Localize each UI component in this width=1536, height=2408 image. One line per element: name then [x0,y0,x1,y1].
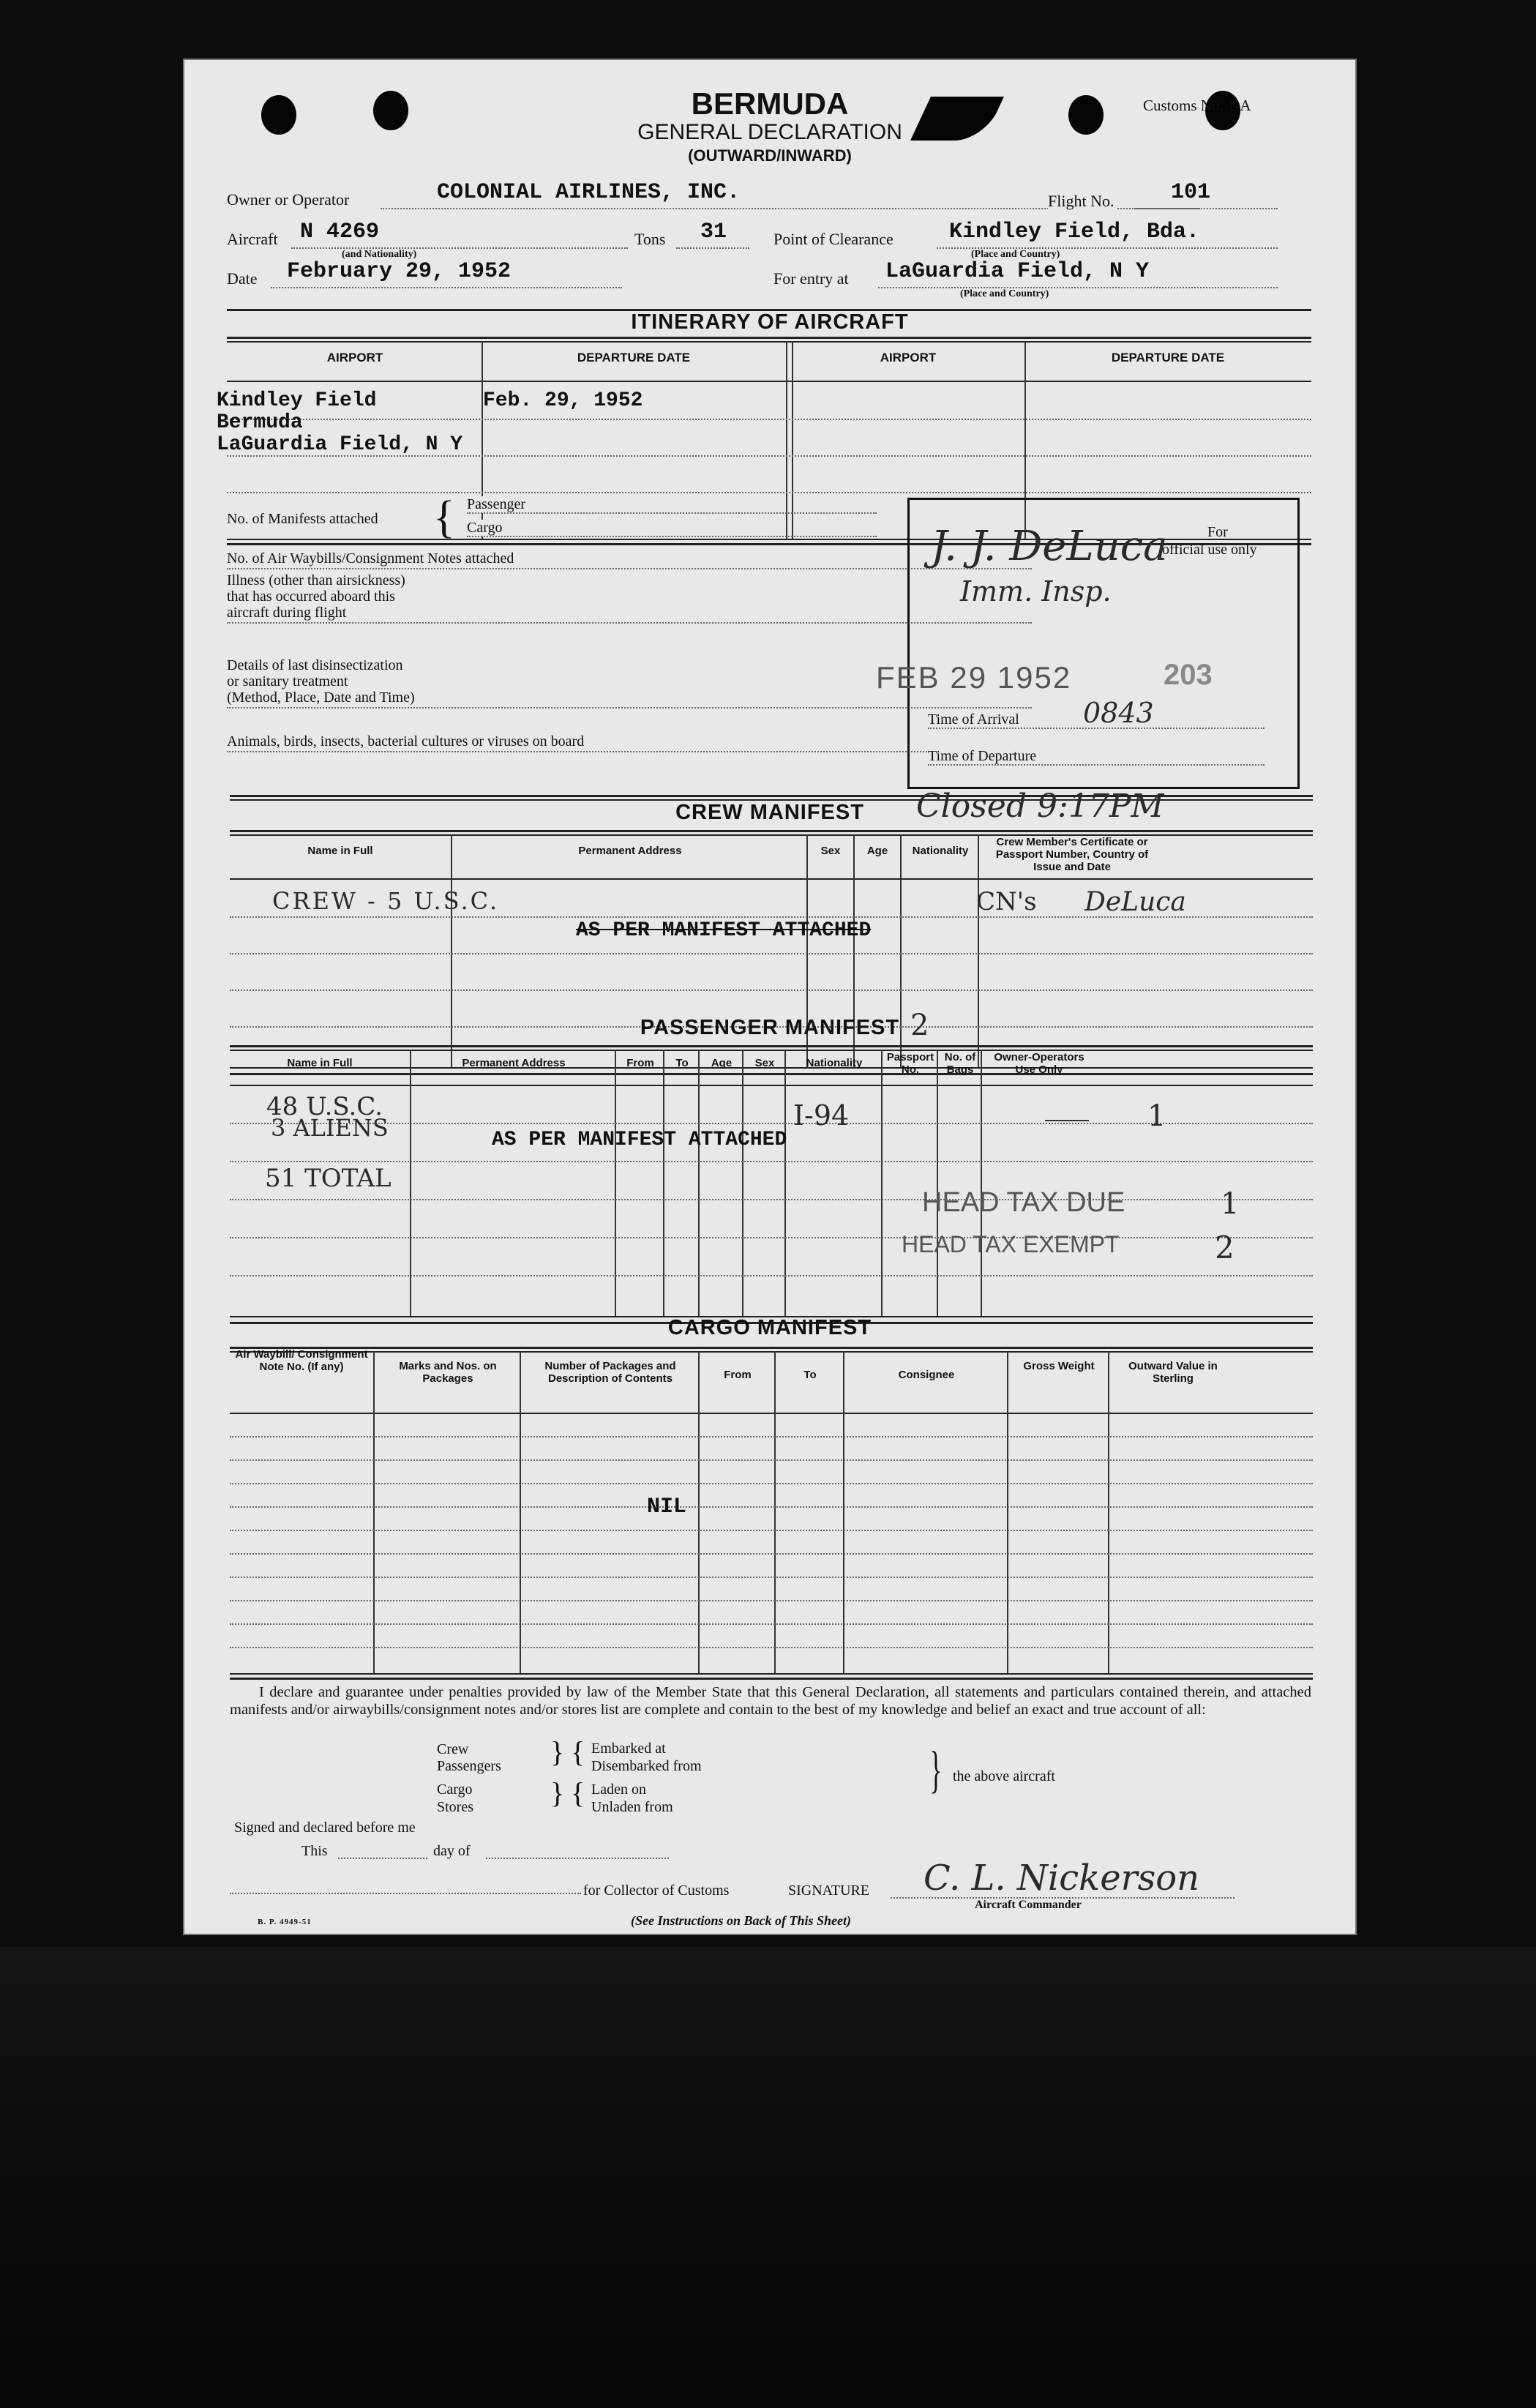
passenger-entry-line-1: 48 U.S.C. [266,1092,383,1121]
flight-label: Flight No. [1048,192,1117,211]
declaration-right-text: the above aircraft [953,1768,1055,1784]
entry-note: (Place and Country) [960,288,1049,299]
declaration-item-cargo: Cargo [437,1781,473,1798]
passenger-header-address: Permanent Address [462,1057,566,1069]
head-tax-due-count: 1 [1221,1187,1240,1221]
passenger-header-from: From [626,1057,654,1069]
declaration-brace: } [550,1735,565,1768]
rule [230,1678,1313,1680]
flight-value: 101 [1171,180,1211,205]
tons-label: Tons [634,230,666,248]
inspector-title: Imm. Insp. [960,575,1112,607]
col-divider [1108,1351,1109,1673]
date-value: February 29, 1952 [287,259,512,284]
owner-label: Owner or Operator [227,190,350,209]
cargo-count-label: Cargo [467,520,503,536]
entry-line [878,287,1278,288]
form-number: Customs No. 1-A [1143,97,1251,114]
this-label: This [301,1843,328,1859]
col-divider [698,1351,700,1673]
row-line [230,1483,1313,1484]
rule [230,1347,1313,1349]
crew-entry-sign: DeLuca [1084,887,1186,917]
crew-entry-mark: CN's [976,887,1037,916]
tons-line [676,247,749,249]
manifests-brace: { [433,493,455,542]
row-line [230,953,1313,954]
itinerary-airport-3: LaGuardia Field, N Y [217,433,463,456]
itinerary-airport-1: Kindley Field [217,389,377,412]
crew-entry-name: CREW - 5 U.S.C. [272,887,500,915]
rule [230,830,1313,832]
manifests-label: No. of Manifests attached [227,511,378,527]
cargo-entry: NIL [647,1495,687,1519]
cargo-header-contents: Number of Packages and Description of Contents [544,1360,676,1385]
crew-header-name: Name in Full [307,845,373,857]
itinerary-airport-2: Bermuda [217,411,303,434]
row-line [230,1577,1313,1578]
aircraft-label: Aircraft [227,230,278,248]
crew-header-sex: Sex [820,845,841,857]
clearance-label: Point of Clearance [773,230,893,248]
departure-line [928,764,1265,766]
print-code: B. P. 4949-51 [258,1918,312,1926]
declaration-item-crew: Crew [437,1741,469,1757]
day-line [486,1858,669,1859]
declaration-brace: { [571,1776,585,1809]
rule [230,1673,1313,1675]
collector-label: for Collector of Customs [583,1882,730,1899]
head-tax-exempt-stamp: HEAD TAX EXEMPT [902,1231,1120,1257]
disinsect-label-1: Details of last disinsectization [227,657,403,673]
form-title: BERMUDA [691,86,849,121]
clearance-value: Kindley Field, Bda. [949,220,1200,244]
illness-label-1: Illness (other than airsickness) [227,572,405,588]
entry-label: For entry at [773,269,849,288]
passenger-count-label: Passenger [467,496,525,512]
row-line [230,1506,1313,1508]
passenger-header-name: Name in Full [287,1057,353,1069]
crew-header-nationality: Nationality [912,845,969,857]
rule [230,1351,1313,1353]
declaration-item-stores: Stores [437,1799,473,1815]
declaration-item-unladen: Unladen from [591,1799,673,1815]
itinerary-header-date: DEPARTURE DATE [577,351,691,364]
itinerary-date-1: Feb. 29, 1952 [483,389,643,412]
official-label-2: official use only [1162,542,1257,558]
passenger-entry-line-2: 3 ALIENS [271,1114,389,1142]
row-line [230,1459,1313,1461]
cargo-header-to: To [803,1369,817,1381]
official-label-1: For [1207,524,1228,540]
cargo-header-consignee: Consignee [898,1369,955,1381]
passenger-entry-form: I-94 [793,1099,850,1132]
aircraft-note: (and Nationality) [342,249,417,260]
head-tax-exempt-count: 2 [1215,1230,1235,1265]
row-line [230,1600,1313,1601]
row-line [230,1199,1313,1200]
form-subtitle: GENERAL DECLARATION [637,120,902,144]
crew-title: CREW MANIFEST [675,801,864,824]
animals-label: Animals, birds, insects, bacterial cultures or viruses on board [227,733,585,749]
rule [227,341,1311,343]
passenger-header-sex: Sex [754,1057,775,1069]
rule [230,1050,1313,1051]
declaration-brace: { [571,1735,585,1768]
itinerary-header-airport-2: AIRPORT [880,351,937,364]
col-divider [786,341,787,539]
passenger-circle-mark: 2 [910,1009,929,1042]
row-line [227,419,1311,420]
head-tax-due-stamp: HEAD TAX DUE [922,1187,1125,1218]
declaration-brace: } [550,1776,565,1809]
col-divider [792,341,793,539]
rule [230,1413,1313,1414]
rule [230,1085,1313,1086]
date-label: Date [227,269,258,288]
cargo-title: CARGO MANIFEST [667,1316,872,1339]
entry-value: LaGuardia Field, N Y [885,259,1150,284]
declaration-item-embarked: Embarked at [591,1740,666,1757]
illness-label-3: aircraft during flight [227,605,347,621]
rule [230,878,1313,880]
col-divider [1007,1351,1008,1673]
row-line [230,1436,1313,1437]
crew-closed-note: Closed 9:17PM [916,788,1164,825]
itinerary-header-airport: AIRPORT [326,351,383,364]
scan-background [0,1947,1536,2408]
row-line [230,1161,1313,1162]
clearance-note: (Place and Country) [971,249,1060,260]
row-line [227,492,1311,493]
passenger-header-bags: No. of Bags [944,1051,976,1076]
instructions-note: (See Instructions on Back of This Sheet) [631,1913,852,1928]
passenger-header-nationality: Nationality [806,1057,863,1069]
col-divider [520,1351,521,1673]
declaration-brace: } [929,1742,943,1798]
collector-line [230,1893,581,1894]
arrival-label: Time of Arrival [928,711,1019,728]
rule [227,381,1311,382]
date-line [271,287,622,288]
this-line [338,1858,427,1859]
cargo-header-marks: Marks and Nos. on Packages [399,1360,497,1385]
row-line [230,1553,1313,1555]
arrival-time: 0843 [1083,697,1154,729]
tons-value: 31 [700,220,727,244]
col-divider [843,1351,844,1673]
rule [230,1045,1313,1047]
passenger-count-line [467,512,877,514]
itinerary-title: ITINERARY OF AIRCRAFT [631,310,909,334]
declaration-item-laden: Laden on [591,1781,646,1798]
flight-line [1134,208,1278,209]
cargo-header-waybill: Air Waybill/ Consignment Note No. (If any) [235,1348,368,1373]
passenger-header-owner: Owner-Operators Use Only [994,1051,1084,1076]
row-line [230,1275,1313,1276]
cargo-header-from: From [724,1369,752,1381]
passenger-header-age: Age [711,1057,733,1069]
commander-label: Aircraft Commander [975,1899,1082,1911]
rule [230,1073,1313,1075]
row-line [230,1647,1313,1648]
passenger-header-passport: Passport No. [886,1051,934,1076]
col-divider [373,1351,375,1673]
passenger-entry-address: AS PER MANIFEST ATTACHED [492,1129,787,1151]
row-line [230,1623,1313,1625]
row-line [230,1237,1313,1238]
signature-label: SIGNATURE [788,1882,870,1899]
passenger-entry-dash [1045,1120,1089,1121]
passenger-entry-count: 1 [1147,1099,1166,1133]
inspector-signature: J. J. DeLuca [931,523,1168,570]
itinerary-header-date-2: DEPARTURE DATE [1111,351,1225,364]
row-line [230,990,1313,991]
crew-header-certificate: Crew Member's Certificate or Passport Number, Country of Issue and Date [995,836,1149,873]
declaration-text: I declare and guarantee under penalties provided by law of the Member State that this General Declaration, all statements and particulars contained therein, and attached manifests and/or airwaybills/consignment notes and/or stores list are complete and contain to the best of my knowledge and belief an exact and true account of all: [230,1684,1311,1718]
cargo-header-value: Outward Value in Sterling [1128,1360,1218,1385]
owner-value: COLONIAL AIRLINES, INC. [437,180,741,205]
declaration-form [184,60,1355,1934]
passenger-title: PASSENGER MANIFEST [640,1016,900,1039]
rule [227,337,1311,339]
crew-header-address: Permanent Address [578,845,682,857]
crew-entry-address: AS PER MANIFEST ATTACHED [576,919,872,942]
cargo-header-weight: Gross Weight [1023,1360,1095,1372]
row-line [230,1530,1313,1531]
form-direction: (OUTWARD/INWARD) [688,146,852,165]
disinsect-label-2: or sanitary treatment [227,673,348,689]
aircraft-value: N 4269 [300,220,380,244]
stamp-number: 203 [1164,659,1213,691]
cargo-count-line [467,536,877,537]
declaration-item-passengers: Passengers [437,1758,501,1774]
departure-label: Time of Departure [928,748,1037,764]
commander-signature: C. L. Nickerson [924,1858,1200,1899]
arrival-date-stamp: FEB 29 1952 [876,660,1072,695]
illness-label-2: that has occurred aboard this [227,588,395,605]
day-label: day of [433,1843,471,1859]
crew-header-age: Age [866,845,888,857]
signed-label: Signed and declared before me [234,1820,416,1836]
passenger-entry-line-3: 51 TOTAL [265,1164,392,1193]
waybills-label: No. of Air Waybills/Consignment Notes attached [227,550,514,567]
declaration-item-disembarked: Disembarked from [591,1758,702,1774]
col-divider [774,1351,776,1673]
passenger-header-to: To [675,1057,689,1069]
disinsect-label-3: (Method, Place, Date and Time) [227,689,415,706]
